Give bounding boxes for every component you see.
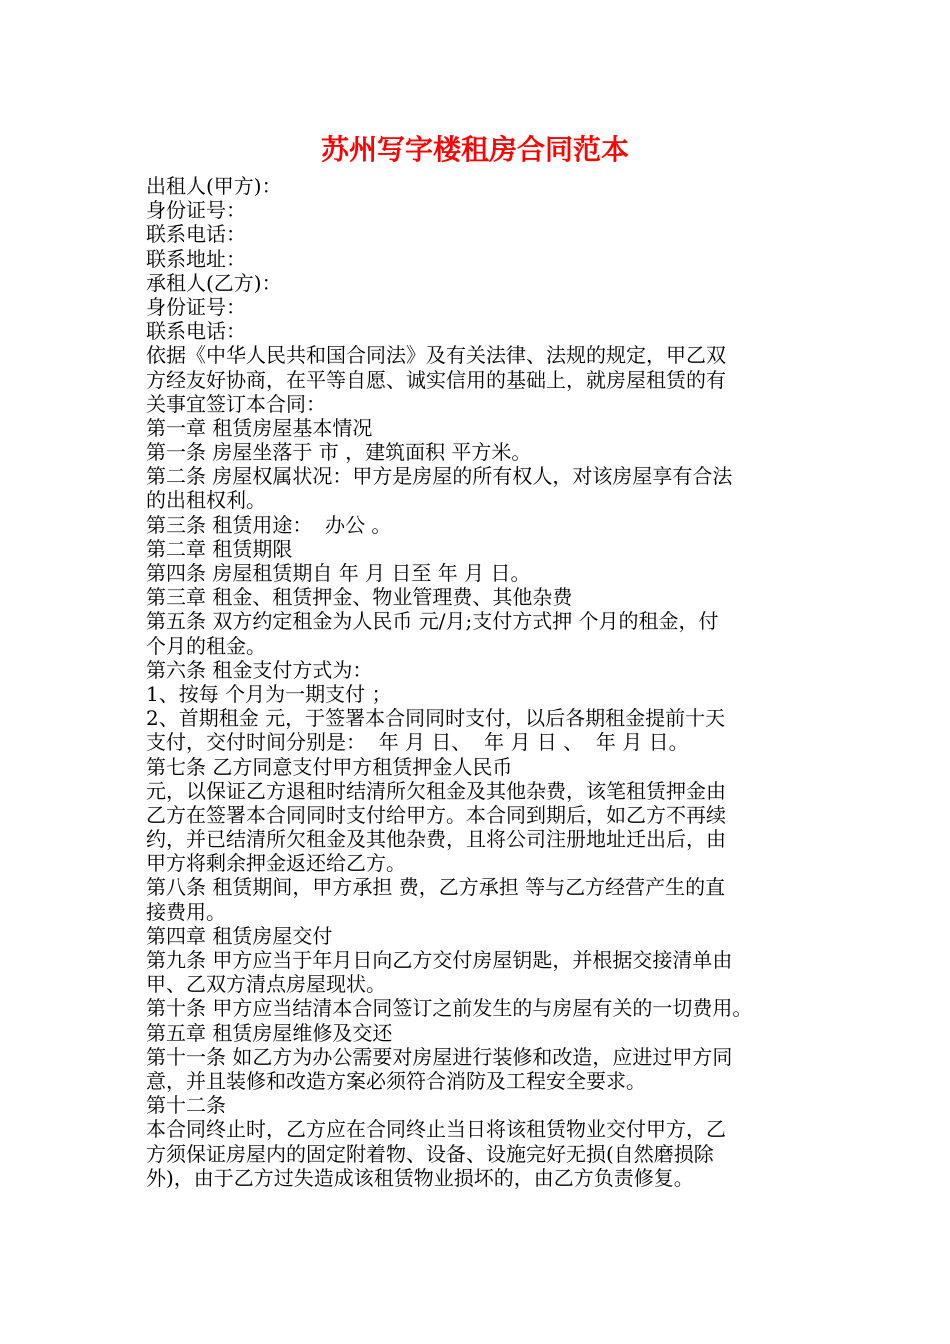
body-line: 本合同终止时，乙方应在合同终止当日将该租赁物业交付甲方，乙 xyxy=(146,1117,726,1142)
body-line: 第一条 房屋坐落于 市 ，建筑面积 平方米。 xyxy=(146,440,532,465)
body-line: 第六条 租金支付方式为： xyxy=(146,657,373,682)
body-line: 第五条 双方约定租金为人民币 元/月;支付方式押 个月的租金，付 xyxy=(146,609,719,634)
body-line: 第二章 租赁期限 xyxy=(146,536,293,561)
body-line: 方须保证房屋内的固定附着物、设备、设施完好无损(自然磨损除 xyxy=(146,1141,714,1166)
body-line: 第三条 租赁用途： 办公 。 xyxy=(146,512,392,537)
body-line: 1、按每 个月为一期支付 ； xyxy=(146,681,392,706)
body-line: 第十条 甲方应当结清本合同签订之前发生的与房屋有关的一切费用。 xyxy=(146,996,753,1021)
body-line: 身份证号： xyxy=(146,198,246,223)
body-line: 第十二条 xyxy=(146,1093,226,1118)
body-line: 第八条 租赁期间，甲方承担 费，乙方承担 等与乙方经营产生的直 xyxy=(146,875,726,900)
body-line: 关事宜签订本合同： xyxy=(146,391,326,416)
body-line: 方经友好协商，在平等自愿、诚实信用的基础上，就房屋租赁的有 xyxy=(146,367,726,392)
body-line: 承租人(乙方)： xyxy=(146,270,282,295)
body-line: 个月的租金。 xyxy=(146,633,266,658)
body-line: 约，并已结清所欠租金及其他杂费，且将公司注册地址迁出后，由 xyxy=(146,827,726,852)
body-line: 意，并且装修和改造方案必须符合消防及工程安全要求。 xyxy=(146,1068,646,1093)
body-line: 第一章 租赁房屋基本情况 xyxy=(146,415,373,440)
document-title: 苏州写字楼租房合同范本 xyxy=(320,133,629,166)
body-line: 外)，由于乙方过失造成该租赁物业损坏的，由乙方负责修复。 xyxy=(146,1165,694,1190)
body-line: 第七条 乙方同意支付甲方租赁押金人民币 xyxy=(146,754,513,779)
body-line: 联系地址： xyxy=(146,246,246,271)
body-line: 出租人(甲方)： xyxy=(146,174,282,198)
body-line: 第四条 房屋租赁期自 年 月 日至 年 月 日。 xyxy=(146,561,531,585)
body-line: 依据《中华人民共和国合同法》及有关法律、法规的规定，甲乙双 xyxy=(146,343,726,368)
body-line: 联系电话： xyxy=(146,222,246,247)
body-line: 乙方在签署本合同同时支付给甲方。本合同到期后，如乙方不再续 xyxy=(146,802,726,827)
body-line: 的出租权利。 xyxy=(146,488,266,513)
body-line: 第三章 租金、租赁押金、物业管理费、其他杂费 xyxy=(146,585,573,610)
body-line: 身份证号： xyxy=(146,294,246,319)
body-line: 甲方将剩余押金返还给乙方。 xyxy=(146,851,406,876)
document-body xyxy=(146,174,826,1190)
body-line: 元，以保证乙方退租时结清所欠租金及其他杂费，该笔租赁押金由 xyxy=(146,778,726,803)
body-line: 甲、乙双方清点房屋现状。 xyxy=(146,972,386,997)
body-line: 第五章 租赁房屋维修及交还 xyxy=(146,1020,393,1045)
body-line: 第十一条 如乙方为办公需要对房屋进行装修和改造，应进过甲方同 xyxy=(146,1044,733,1069)
body-line: 第四章 租赁房屋交付 xyxy=(146,923,333,948)
body-line: 接费用。 xyxy=(146,899,226,924)
body-line: 联系电话： xyxy=(146,319,246,344)
body-line: 2、首期租金 元，于签署本合同同时支付，以后各期租金提前十天 xyxy=(146,706,726,731)
body-line: 支付，交付时间分别是： 年 月 日、 年 月 日 、 年 月 日。 xyxy=(146,730,689,755)
body-line: 第九条 甲方应当于年月日向乙方交付房屋钥匙，并根据交接清单由 xyxy=(146,948,733,972)
body-line: 第二条 房屋权属状况：甲方是房屋的所有权人，对该房屋享有合法 xyxy=(146,464,733,489)
